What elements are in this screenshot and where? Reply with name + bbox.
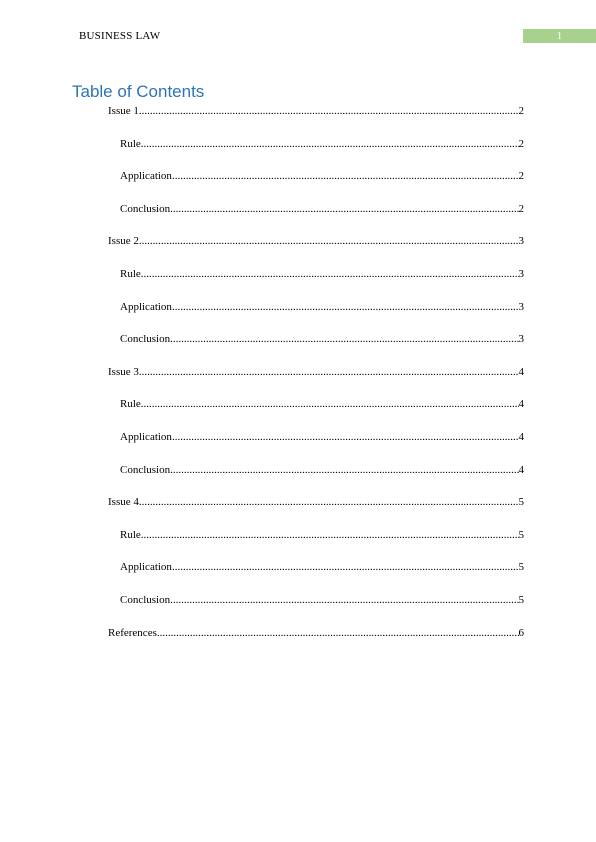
toc-entry-label: Rule — [120, 398, 141, 411]
toc-entry-page-number: 6 — [518, 626, 524, 639]
toc-dot-leader — [141, 528, 519, 542]
toc-entry-label: Conclusion — [120, 594, 171, 606]
toc-entry[interactable] — [108, 626, 524, 640]
toc-entry-page-number: 3 — [518, 333, 524, 346]
toc-dot-leader — [170, 593, 518, 607]
running-header-title: BUSINESS LAW — [79, 30, 161, 42]
toc-entry[interactable] — [120, 332, 524, 346]
toc-dot-leader — [139, 365, 519, 379]
toc-entry-page-number: 2 — [518, 170, 524, 183]
toc-entry-label: Application — [120, 170, 172, 183]
toc-heading: Table of Contents — [72, 82, 205, 101]
toc-entry[interactable] — [120, 430, 524, 444]
toc-entry[interactable] — [120, 560, 524, 574]
toc-entry-page-number: 3 — [518, 268, 524, 280]
toc-entry[interactable] — [120, 397, 524, 411]
toc-dot-leader — [141, 267, 519, 281]
toc-entry-label: Issue 1 — [108, 105, 139, 117]
toc-entry-page-number: 2 — [518, 202, 524, 215]
toc-entry-page-number: 3 — [518, 300, 524, 313]
toc-entry-label: Application — [120, 561, 172, 574]
toc-entry-label: Application — [120, 300, 172, 313]
toc-entry-label: References — [108, 626, 157, 639]
toc-entry-page-number: 3 — [518, 235, 524, 248]
toc-dot-leader — [139, 495, 519, 509]
toc-entry[interactable] — [120, 463, 524, 477]
toc-entry[interactable] — [108, 234, 524, 248]
page-number-badge: 1 — [523, 29, 596, 43]
toc-entry[interactable] — [120, 267, 524, 281]
toc-entry-page-number: 5 — [518, 561, 524, 574]
toc-dot-leader — [141, 137, 519, 151]
toc-dot-leader — [170, 202, 518, 216]
toc-entry-label: Application — [120, 431, 172, 443]
toc-dot-leader — [170, 332, 518, 346]
toc-entry-page-number: 4 — [518, 431, 524, 443]
toc-dot-leader — [157, 626, 519, 640]
toc-dot-leader — [172, 560, 519, 574]
toc-entry-page-number: 4 — [518, 398, 524, 411]
toc-dot-leader — [139, 234, 519, 248]
toc-dot-leader — [172, 430, 519, 444]
toc-entry[interactable] — [120, 137, 524, 151]
toc-entry-label: Rule — [120, 268, 141, 280]
toc-entry-label: Issue 3 — [108, 365, 139, 378]
toc-entry-label: Rule — [120, 528, 141, 541]
toc-dot-leader — [172, 169, 519, 183]
toc-dot-leader — [172, 300, 519, 314]
toc-entry-label: Issue 2 — [108, 235, 139, 248]
toc-entry-page-number: 4 — [518, 463, 524, 476]
toc-entry-label: Rule — [120, 137, 141, 150]
toc-entry-label: Conclusion — [120, 202, 171, 215]
toc-dot-leader — [141, 397, 519, 411]
toc-entry-page-number: 4 — [518, 365, 524, 378]
toc-entry-label: Conclusion — [120, 463, 171, 476]
toc-entry-page-number: 2 — [518, 105, 524, 117]
toc-entry[interactable] — [120, 300, 524, 314]
toc-entry-page-number: 5 — [518, 496, 524, 509]
toc-dot-leader — [170, 463, 518, 477]
toc-entry-label: Conclusion — [120, 333, 171, 346]
toc-entry-page-number: 5 — [518, 528, 524, 541]
toc-entry[interactable] — [108, 495, 524, 509]
toc-entry[interactable] — [120, 169, 524, 183]
toc-entry[interactable] — [120, 593, 524, 607]
toc-entry-page-number: 2 — [518, 137, 524, 150]
toc-entry-page-number: 5 — [518, 594, 524, 606]
toc-entry[interactable] — [120, 528, 524, 542]
toc-entry[interactable] — [108, 365, 524, 379]
toc-dot-leader — [139, 104, 519, 118]
toc-entry[interactable] — [120, 202, 524, 216]
toc-entry[interactable] — [108, 104, 524, 118]
toc-entry-label: Issue 4 — [108, 496, 139, 509]
